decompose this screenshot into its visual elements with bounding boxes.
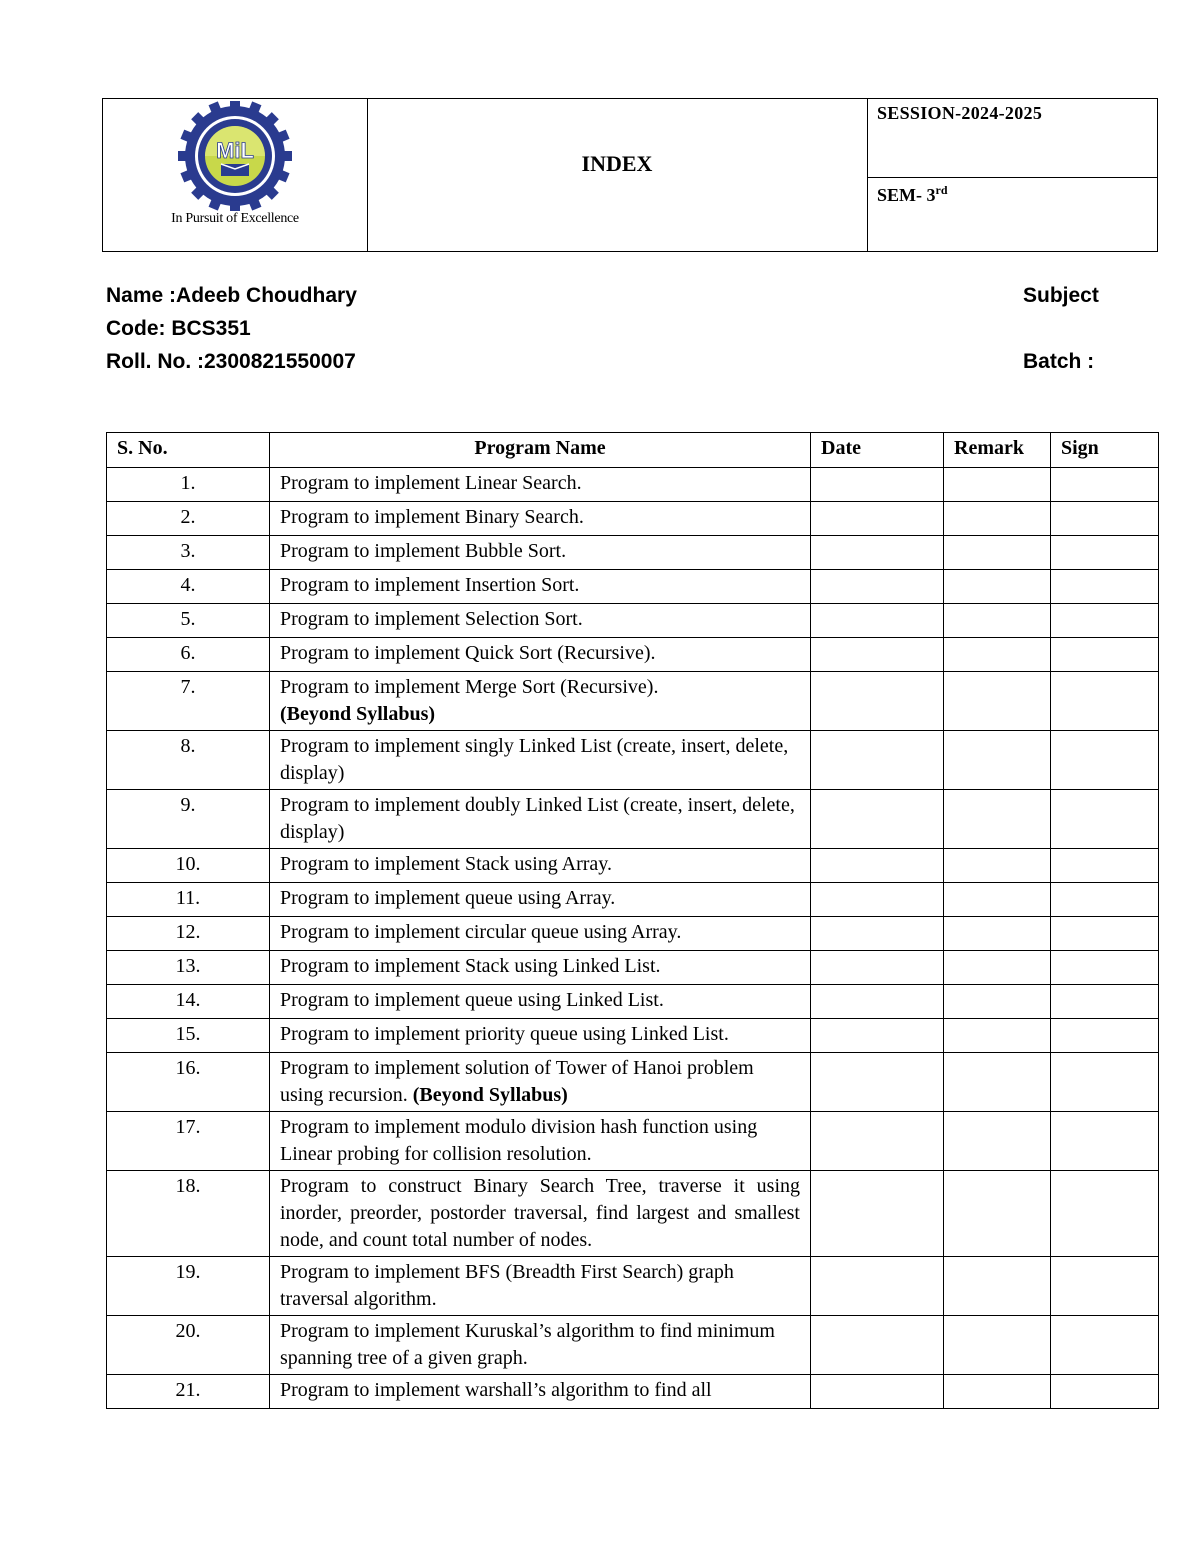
serial-number: 5. bbox=[107, 604, 270, 638]
header-box bbox=[102, 98, 1158, 252]
serial-number: 11. bbox=[107, 883, 270, 917]
sign-cell bbox=[1051, 1316, 1159, 1375]
date-cell bbox=[811, 570, 944, 604]
table-row bbox=[107, 1112, 1159, 1171]
date-cell bbox=[811, 502, 944, 536]
program-name: Program to implement doubly Linked List (create, insert, delete, display) bbox=[280, 794, 795, 843]
program-name-cell bbox=[270, 1019, 811, 1053]
sign-cell bbox=[1051, 1019, 1159, 1053]
remark-cell bbox=[944, 1171, 1051, 1257]
sign-cell bbox=[1051, 570, 1159, 604]
program-name-cell bbox=[270, 672, 811, 731]
remark-cell bbox=[944, 502, 1051, 536]
header-program-name: Program Name bbox=[270, 433, 811, 468]
program-name-cell bbox=[270, 731, 811, 790]
remark-cell bbox=[944, 468, 1051, 502]
beyond-syllabus-note: (Beyond Syllabus) bbox=[412, 1084, 568, 1106]
serial-number: 7. bbox=[107, 672, 270, 731]
program-name: Program to implement singly Linked List (create, insert, delete, display) bbox=[280, 735, 789, 784]
serial-number: 8. bbox=[107, 731, 270, 790]
header-date: Date bbox=[811, 433, 944, 468]
serial-number: 14. bbox=[107, 985, 270, 1019]
date-cell bbox=[811, 604, 944, 638]
sign-cell bbox=[1051, 985, 1159, 1019]
serial-number: 18. bbox=[107, 1171, 270, 1257]
date-cell bbox=[811, 849, 944, 883]
program-name-cell bbox=[270, 1112, 811, 1171]
program-name: Program to implement Insertion Sort. bbox=[280, 574, 580, 596]
date-cell bbox=[811, 1053, 944, 1112]
sign-cell bbox=[1051, 1257, 1159, 1316]
sign-cell bbox=[1051, 883, 1159, 917]
remark-cell bbox=[944, 536, 1051, 570]
table-row bbox=[107, 638, 1159, 672]
date-cell bbox=[811, 731, 944, 790]
table-row bbox=[107, 1375, 1159, 1409]
program-name-cell bbox=[270, 883, 811, 917]
table-row bbox=[107, 468, 1159, 502]
date-cell bbox=[811, 1112, 944, 1171]
sign-cell bbox=[1051, 917, 1159, 951]
sign-cell bbox=[1051, 638, 1159, 672]
program-name: Program to implement Merge Sort (Recursive). bbox=[280, 676, 659, 698]
program-name: Program to implement circular queue using Array. bbox=[280, 921, 682, 943]
table-row bbox=[107, 604, 1159, 638]
sign-cell bbox=[1051, 604, 1159, 638]
remark-cell bbox=[944, 638, 1051, 672]
serial-number: 15. bbox=[107, 1019, 270, 1053]
date-cell bbox=[811, 1019, 944, 1053]
sign-cell bbox=[1051, 790, 1159, 849]
sign-cell bbox=[1051, 1053, 1159, 1112]
table-row bbox=[107, 1171, 1159, 1257]
table-row bbox=[107, 536, 1159, 570]
session-label: SESSION-2024-2025 bbox=[877, 103, 1043, 123]
subject-label: Subject bbox=[1023, 284, 1099, 307]
header-sign: Sign bbox=[1051, 433, 1159, 468]
sign-cell bbox=[1051, 951, 1159, 985]
date-cell bbox=[811, 468, 944, 502]
date-cell bbox=[811, 985, 944, 1019]
svg-text:MiL: MiL bbox=[216, 138, 254, 163]
table-row bbox=[107, 502, 1159, 536]
session-sem-cell bbox=[867, 99, 1157, 251]
serial-number: 16. bbox=[107, 1053, 270, 1112]
date-cell bbox=[811, 1375, 944, 1409]
program-name-cell bbox=[270, 917, 811, 951]
sign-cell bbox=[1051, 1171, 1159, 1257]
index-title-cell bbox=[367, 99, 868, 251]
table-row bbox=[107, 672, 1159, 731]
table-row bbox=[107, 1053, 1159, 1112]
program-name-cell bbox=[270, 536, 811, 570]
program-name: Program to implement Bubble Sort. bbox=[280, 540, 567, 562]
program-name-cell bbox=[270, 502, 811, 536]
program-name-cell bbox=[270, 985, 811, 1019]
program-name-cell bbox=[270, 1375, 811, 1409]
date-cell bbox=[811, 672, 944, 731]
remark-cell bbox=[944, 1019, 1051, 1053]
header-sno: S. No. bbox=[107, 433, 270, 468]
logo-cell bbox=[103, 99, 368, 251]
table-row bbox=[107, 951, 1159, 985]
serial-number: 19. bbox=[107, 1257, 270, 1316]
roll-number: Roll. No. :2300821550007 bbox=[106, 350, 356, 373]
date-cell bbox=[811, 638, 944, 672]
batch-label: Batch : bbox=[1023, 350, 1095, 373]
student-name: Name :Adeeb Choudhary bbox=[106, 284, 357, 307]
table-row bbox=[107, 570, 1159, 604]
remark-cell bbox=[944, 849, 1051, 883]
program-name: Program to implement priority queue using Linked List. bbox=[280, 1023, 729, 1045]
serial-number: 2. bbox=[107, 502, 270, 536]
date-cell bbox=[811, 790, 944, 849]
date-cell bbox=[811, 883, 944, 917]
program-name-cell bbox=[270, 468, 811, 502]
program-name: Program to implement Linear Search. bbox=[280, 472, 582, 494]
remark-cell bbox=[944, 1316, 1051, 1375]
program-name-cell bbox=[270, 849, 811, 883]
program-name: Program to implement queue using Array. bbox=[280, 887, 616, 909]
date-cell bbox=[811, 1171, 944, 1257]
remark-cell bbox=[944, 883, 1051, 917]
program-name: Program to implement Kuruskal’s algorithm to find minimum spanning tree of a given graph. bbox=[280, 1320, 775, 1369]
remark-cell bbox=[944, 604, 1051, 638]
date-cell bbox=[811, 1316, 944, 1375]
date-cell bbox=[811, 917, 944, 951]
program-name: Program to implement Stack using Linked List. bbox=[280, 955, 661, 977]
table-row bbox=[107, 985, 1159, 1019]
sem-suffix: rd bbox=[935, 183, 948, 197]
program-name-cell bbox=[270, 951, 811, 985]
remark-cell bbox=[944, 731, 1051, 790]
remark-cell bbox=[944, 1257, 1051, 1316]
remark-cell bbox=[944, 985, 1051, 1019]
table-row bbox=[107, 883, 1159, 917]
date-cell bbox=[811, 951, 944, 985]
table-row bbox=[107, 1316, 1159, 1375]
serial-number: 10. bbox=[107, 849, 270, 883]
remark-cell bbox=[944, 790, 1051, 849]
program-name-cell bbox=[270, 638, 811, 672]
date-cell bbox=[811, 536, 944, 570]
serial-number: 4. bbox=[107, 570, 270, 604]
serial-number: 12. bbox=[107, 917, 270, 951]
sign-cell bbox=[1051, 536, 1159, 570]
program-name: Program to implement modulo division hash function using Linear probing for collision resolution. bbox=[280, 1116, 758, 1165]
program-name: Program to implement Stack using Array. bbox=[280, 853, 612, 875]
sign-cell bbox=[1051, 468, 1159, 502]
remark-cell bbox=[944, 1375, 1051, 1409]
remark-cell bbox=[944, 917, 1051, 951]
serial-number: 9. bbox=[107, 790, 270, 849]
program-name-cell bbox=[270, 1316, 811, 1375]
table-row bbox=[107, 849, 1159, 883]
tagline: In Pursuit of Excellence bbox=[171, 211, 299, 226]
program-name: Program to implement solution of Tower of Hanoi problem using recursion. bbox=[280, 1057, 754, 1106]
serial-number: 3. bbox=[107, 536, 270, 570]
header-remark: Remark bbox=[944, 433, 1051, 468]
sem-label bbox=[877, 183, 948, 206]
remark-cell bbox=[944, 1053, 1051, 1112]
sign-cell bbox=[1051, 731, 1159, 790]
program-name: Program to construct Binary Search Tree, traverse it using inorder, preorder, postorder traversal, find largest and smallest node, and count total number of nodes. bbox=[280, 1175, 800, 1251]
session-cell bbox=[867, 99, 1157, 178]
program-name-cell bbox=[270, 1053, 811, 1112]
program-name: Program to implement Binary Search. bbox=[280, 506, 584, 528]
table-row bbox=[107, 1019, 1159, 1053]
serial-number: 20. bbox=[107, 1316, 270, 1375]
program-name-cell bbox=[270, 1257, 811, 1316]
date-cell bbox=[811, 1257, 944, 1316]
serial-number: 21. bbox=[107, 1375, 270, 1409]
beyond-syllabus-note: (Beyond Syllabus) bbox=[280, 703, 436, 725]
remark-cell bbox=[944, 951, 1051, 985]
sign-cell bbox=[1051, 1112, 1159, 1171]
serial-number: 17. bbox=[107, 1112, 270, 1171]
program-name: Program to implement warshall’s algorithm to find all bbox=[280, 1379, 712, 1401]
sign-cell bbox=[1051, 1375, 1159, 1409]
remark-cell bbox=[944, 672, 1051, 731]
page-title: INDEX bbox=[581, 151, 653, 176]
sem-value: SEM- 3 bbox=[877, 185, 936, 205]
table-row bbox=[107, 1257, 1159, 1316]
table-header-row bbox=[107, 433, 1159, 468]
table-row bbox=[107, 917, 1159, 951]
program-name-cell bbox=[270, 1171, 811, 1257]
program-name: Program to implement Selection Sort. bbox=[280, 608, 583, 630]
remark-cell bbox=[944, 1112, 1051, 1171]
sign-cell bbox=[1051, 502, 1159, 536]
table-row bbox=[107, 790, 1159, 849]
serial-number: 13. bbox=[107, 951, 270, 985]
institution-gear-emblem-icon bbox=[175, 101, 295, 211]
program-name-cell bbox=[270, 604, 811, 638]
sign-cell bbox=[1051, 672, 1159, 731]
remark-cell bbox=[944, 570, 1051, 604]
program-name-cell bbox=[270, 570, 811, 604]
serial-number: 6. bbox=[107, 638, 270, 672]
table-row bbox=[107, 731, 1159, 790]
subject-code: Code: BCS351 bbox=[106, 317, 251, 340]
program-name: Program to implement BFS (Breadth First Search) graph traversal algorithm. bbox=[280, 1261, 734, 1310]
program-name-cell bbox=[270, 790, 811, 849]
sign-cell bbox=[1051, 849, 1159, 883]
serial-number: 1. bbox=[107, 468, 270, 502]
program-name: Program to implement Quick Sort (Recursive). bbox=[280, 642, 656, 664]
program-name: Program to implement queue using Linked List. bbox=[280, 989, 664, 1011]
index-table bbox=[106, 432, 1159, 1409]
